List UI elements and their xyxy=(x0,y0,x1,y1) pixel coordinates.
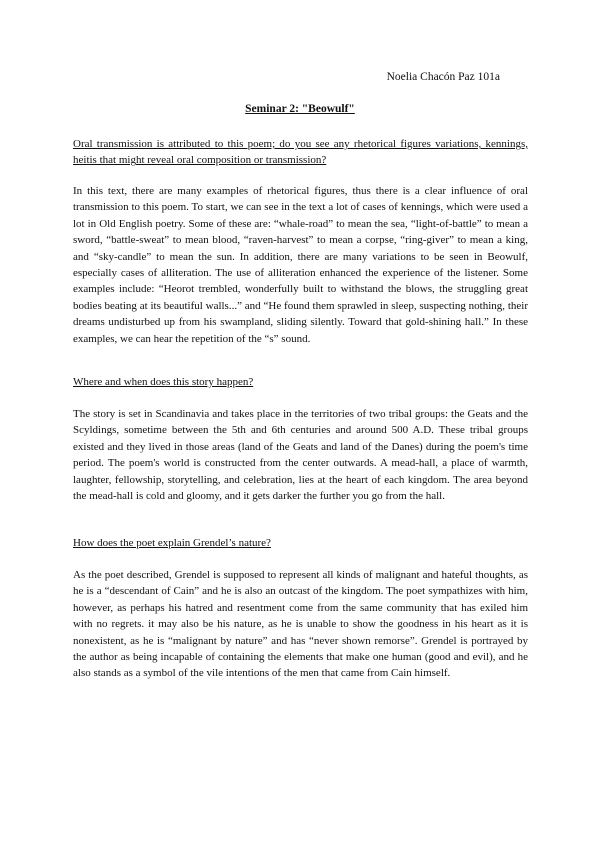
answer-1: In this text, there are many examples of rhetorical figures, thus there is a clear influence of oral transmission to this poem. To start, we can see in the text a lot of cases of kennings, which were used a lot in Old English poetry. Some of these are: “whale-road” to mean the sea, “light-of-battle” to mean a sword, “battle-sweat” to mean blood, “raven-harvest” to mean a corpse, “ring-giver” to mean a king, and “sky-candle” to mean the sun. In addition, there are many variations to be seen in Beowulf, especially cases of alliteration. The use of alliteration enhanced the experience of the listener. Some examples include: “Heorot trembled, wonderfully built to withstand the blows, the struggling great bodies beating at its beautiful walls...” and “He found them sprawled in sleep, suspecting nothing, their dreams undisturbed up from his swampland, sliding silently. Toward that gold-shining hall.” In these examples, we can hear the repetition of the “s” sound. xyxy=(73,185,528,345)
question-2: Where and when does this story happen? xyxy=(73,376,254,388)
answer-3: As the poet described, Grendel is supposed to represent all kinds of malignant and hateful thoughts, as he is a “descendant of Cain” and he is also an outcast of the kingdom. The poet sympathizes with him, however, as perhaps his hatred and resentment come from the same community that has exiled him with no regrets. it may also be his nature, as he is unable to show the goodness in his heart as it is nonexistent, as he is “malignant by nature” and has “never shown remorse”. Grendel is portrayed by the author as being incapable of containing the elements that make one human (good and evil), and he also stands as a symbol of the vile intentions of the men that came from Cain himself. xyxy=(73,569,528,680)
page-title: Seminar 2: "Beowulf" xyxy=(245,103,355,115)
question-1: Oral transmission is attributed to this poem; do you see any rhetorical figures variations, kennings, heitis that might reveal oral composition or transmission? xyxy=(73,138,528,167)
answer-2: The story is set in Scandinavia and takes place in the territories of two tribal groups: the Geats and the Scyldings, sometime between the 5th and 6th centuries and around 500 A.D. These tribal groups existed and they lived in those areas (land of the Geats and land of the Danes) during the poem's time period. The poem's world is constructed from the center outwards. A mead-hall, a place of warmth, laughter, fellowship, storytelling, and celebration, lies at the heart of each kingdom. The area beyond the mead-hall is cold and gloomy, and it gets darker the further you go from the hall. xyxy=(73,408,528,503)
author-line: Noelia Chacón Paz 101a xyxy=(386,71,500,83)
question-3: How does the poet explain Grendel’s nature? xyxy=(73,537,271,549)
